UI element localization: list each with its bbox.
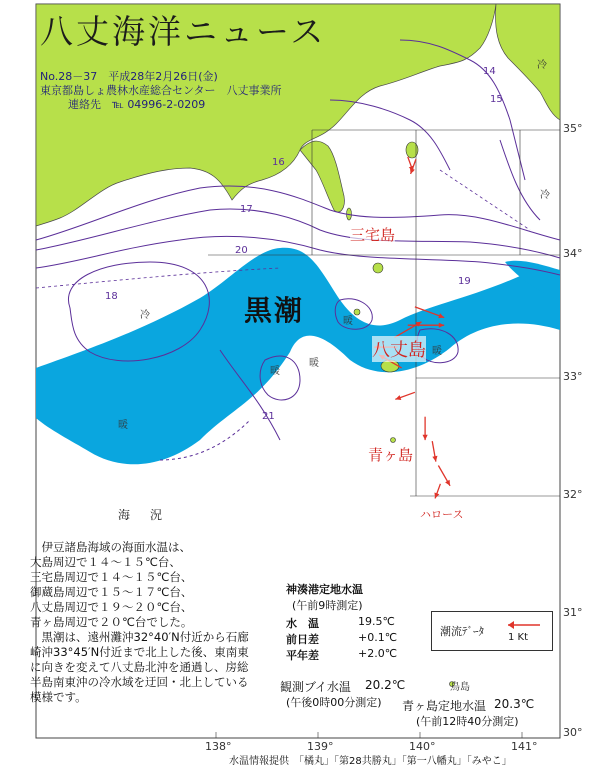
hannos-label: ハロース (420, 508, 464, 521)
kominato-row-value: +0.1℃ (358, 631, 398, 644)
lon-label: 139° (307, 740, 334, 753)
contour-label: 20 (235, 245, 248, 256)
warm-label: 暖 (118, 420, 128, 431)
sea-condition-heading: 海 況 (118, 508, 167, 522)
lat-label: 35° (563, 122, 583, 135)
buoy-sub: (午後0時00分測定) (286, 696, 382, 709)
sea-line: 青ヶ島周辺で２０℃台でした。 (30, 615, 193, 629)
aogashima-temp-sub: (午前12時40分測定) (416, 715, 519, 728)
contour-label: 18 (105, 291, 118, 302)
island-miyake (373, 263, 383, 273)
contour-label: 17 (240, 204, 253, 215)
contour-label: 21 (262, 411, 275, 422)
legend-label: 潮流ﾃﾞｰﾀ (440, 625, 484, 638)
sea-line: に向きを変えて八丈島北沖を通過し、房総 (30, 660, 249, 674)
sea-line: 大島周辺で１４～１５℃台、 (30, 555, 181, 569)
legend-scale: 1 Kt (508, 632, 529, 643)
kominato-row-value: 19.5℃ (358, 615, 395, 628)
cold-label: 冷 (540, 190, 550, 201)
torishima-label: 鳥島 (450, 682, 470, 693)
kominato-heading: 神湊港定地水温 (286, 583, 363, 596)
buoy-label: 観測ブイ水温 (280, 680, 351, 694)
page-title: 八丈海洋ニュース (40, 12, 327, 51)
contour-label: 14 (483, 66, 496, 77)
footer-credit: 水温情報提供 「橘丸」「第28共勝丸」「第一八幡丸」「みやこ」 (229, 756, 512, 767)
warm-label: 暖 (343, 316, 353, 327)
aogashima-temp-label: 青ヶ島定地水温 (402, 699, 487, 713)
kominato-row-value: +2.0℃ (358, 647, 398, 660)
aogashima-temp-value: 20.3℃ (494, 697, 535, 711)
legend-arrow-icon (504, 618, 544, 632)
cold-label: 冷 (537, 60, 547, 71)
contact-phone: 連絡先 ℡ 04996-2-0209 (68, 98, 206, 111)
lat-label: 31° (563, 606, 583, 619)
kominato-row-label: 平年差 (286, 649, 319, 662)
sea-line: 模様です。 (30, 690, 87, 704)
island-mikura (354, 309, 360, 315)
organization: 東京都島しょ農林水産総合センター 八丈事業所 (40, 84, 282, 97)
hachijo-label: 八丈島 (372, 336, 426, 362)
sea-line: 半島南東沖の冷水域を迂回・北上している (30, 675, 249, 689)
lon-label: 141° (511, 740, 538, 753)
miyake-label: 三宅島 (350, 226, 396, 244)
lon-label: 140° (409, 740, 436, 753)
warm-label: 暖 (270, 366, 280, 377)
contour-label: 19 (458, 276, 471, 287)
sea-condition-text (30, 540, 285, 705)
sea-line: 崎沖33°45′N付近まで北上した後、東南東 (30, 645, 249, 659)
cold-label: 冷 (140, 310, 150, 321)
lat-label: 32° (563, 488, 583, 501)
kuroshio-label: 黒潮 (244, 294, 305, 327)
sea-line: 八丈島周辺で１９～２０℃台、 (30, 600, 193, 614)
buoy-value: 20.2℃ (365, 678, 406, 692)
lat-label: 34° (563, 247, 583, 260)
lat-label: 33° (563, 370, 583, 383)
warm-label: 暖 (432, 346, 442, 357)
island-aogashima (391, 438, 396, 443)
contour-label: 15 (490, 94, 503, 105)
aogashima-label: 青ヶ島 (368, 446, 414, 464)
current-legend (431, 611, 553, 651)
lon-label: 138° (205, 740, 232, 753)
kominato-sub: (午前9時測定) (292, 599, 363, 612)
contour-label: 16 (272, 157, 285, 168)
issue-number: No.28－37 平成28年2月26日(金) (40, 70, 218, 83)
kominato-row-label: 水 温 (286, 617, 319, 630)
sea-line: 三宅島周辺で１４～１５℃台、 (30, 570, 193, 584)
kominato-row-label: 前日差 (286, 633, 319, 646)
warm-label: 暖 (309, 358, 319, 369)
sea-line: 御蔵島周辺で１５～１７℃台、 (30, 585, 193, 599)
sea-line: 伊豆諸島海域の海面水温は、 (41, 540, 191, 554)
sea-line: 黒潮は、遠州灘沖32°40′N付近から石廊 (41, 630, 249, 644)
lat-label: 30° (563, 726, 583, 739)
